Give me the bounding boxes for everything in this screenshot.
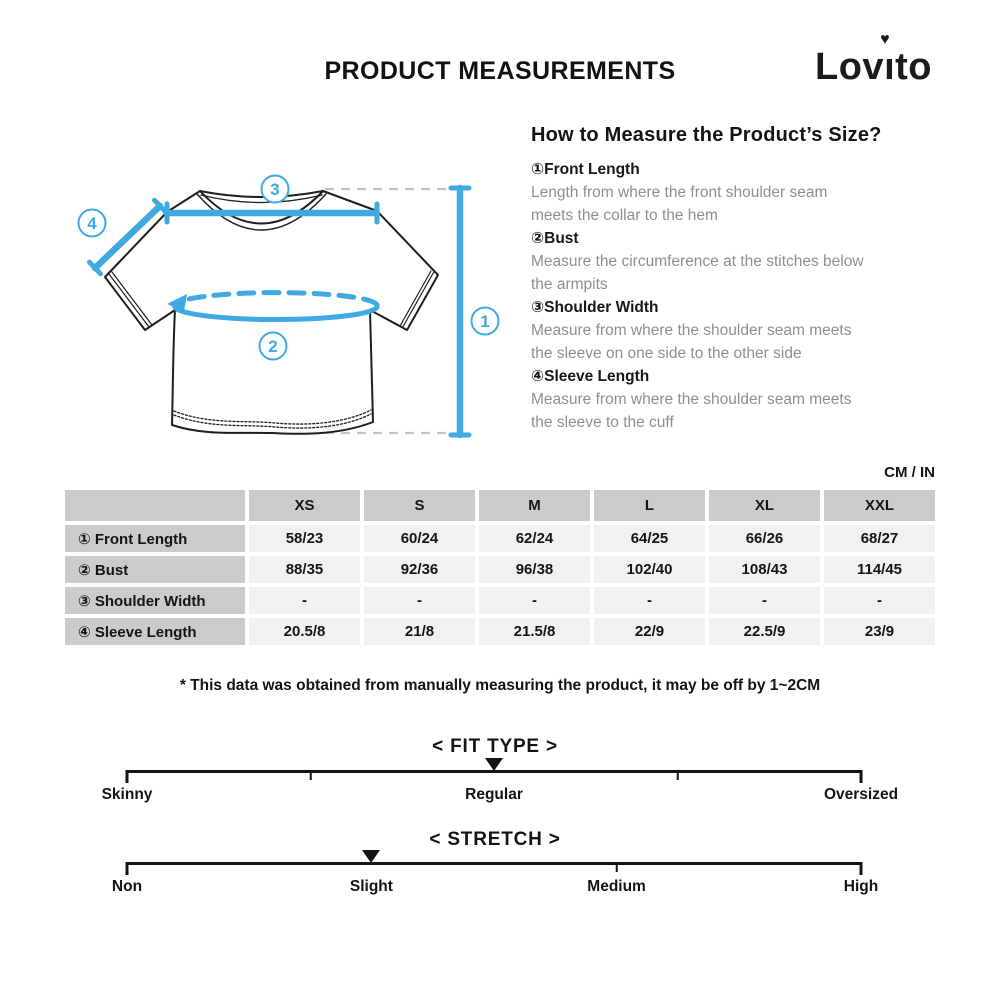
scale-tick [126,862,129,875]
table-col-header: XS [249,490,360,521]
guide-item-text: Measure the circumference at the stitches below [531,253,864,270]
table-value: 22/9 [594,618,705,645]
guide-item-text: Measure from where the shoulder seam meets [531,391,852,408]
measure-guide [531,124,951,434]
table-row-label: ③ Shoulder Width [65,587,245,614]
brand-logo [815,31,932,89]
guide-item-label: ④Sleeve Length [531,368,650,385]
brand-logo-i-char: ı [884,46,896,88]
table-value: 102/40 [594,556,705,583]
badge-bust: 2 [268,337,278,356]
table-value: 23/9 [824,618,935,645]
guide-item-bust [531,227,951,296]
guide-heading: How to Measure the Product’s Size? [531,124,882,146]
table-value: - [479,587,590,614]
guide-item-text: the sleeve to the cuff [531,414,674,431]
fit-type-title: < FIT TYPE > [432,736,558,757]
brand-logo-post: to [895,46,932,88]
stretch-scale [111,862,879,895]
stretch-marker [362,850,380,863]
table-value: - [824,587,935,614]
badge-front-length: 1 [480,312,490,331]
stretch-label-high: High [843,878,879,895]
table-value: 66/26 [709,525,820,552]
page-title: PRODUCT MEASUREMENTS [324,57,676,85]
scale-tick [860,862,863,875]
table-value: - [594,587,705,614]
stretch-label-slight: Slight [349,878,393,895]
table-value: 21.5/8 [479,618,590,645]
table-corner-cell [65,490,245,521]
tshirt-measurement-diagram [55,135,525,465]
table-value: 20.5/8 [249,618,360,645]
table-row-label: ① Front Length [65,525,245,552]
heart-icon: ♥ [880,31,891,48]
badge-sleeve-length: 4 [87,214,97,233]
fit-type-marker [485,758,503,771]
guide-item-label: ①Front Length [531,161,640,178]
guide-item-text: Length from where the front shoulder seam [531,184,828,201]
stretch-title: < STRETCH > [429,829,561,850]
guide-item-shoulder-width [531,296,951,365]
table-value: 108/43 [709,556,820,583]
table-col-header: M [479,490,590,521]
guide-item-text: Measure from where the shoulder seam meets [531,322,852,339]
fit-label-regular: Regular [465,786,523,803]
fit-type-scale [101,770,899,803]
scale-tick [676,770,679,780]
table-value: 92/36 [364,556,475,583]
brand-logo-pre: Lov [815,46,885,88]
stretch-label-non: Non [111,878,143,895]
scale-tick [860,770,863,783]
table-col-header: L [594,490,705,521]
table-value: 68/27 [824,525,935,552]
guide-item-label: ②Bust [531,230,579,247]
fit-label-skinny: Skinny [101,786,153,803]
guide-item-text: the armpits [531,276,608,293]
guide-item-label: ③Shoulder Width [531,299,659,316]
table-row-label: ② Bust [65,556,245,583]
guide-item-text: meets the collar to the hem [531,207,718,224]
stretch-label-medium: Medium [587,878,646,895]
table-value: 21/8 [364,618,475,645]
guide-item-sleeve-length [531,365,951,434]
table-value: 22.5/9 [709,618,820,645]
badge-shoulder-width: 3 [270,180,280,199]
fit-label-oversized: Oversized [823,786,899,803]
table-col-header: XL [709,490,820,521]
table-value: 60/24 [364,525,475,552]
table-row-label: ④ Sleeve Length [65,618,245,645]
table-col-header: XXL [824,490,935,521]
scale-tick [615,862,618,872]
scale-tick [309,770,312,780]
guide-item-front-length [531,158,951,227]
table-value: - [249,587,360,614]
table-value: 58/23 [249,525,360,552]
scale-tick [126,770,129,783]
brand-logo-i [880,31,896,89]
table-value: 88/35 [249,556,360,583]
table-value: 64/25 [594,525,705,552]
units-label: CM / IN [884,464,935,481]
tshirt-outline [105,191,438,434]
table-value: 114/45 [824,556,935,583]
table-value: - [364,587,475,614]
size-table [65,490,935,645]
disclaimer-note: * This data was obtained from manually measuring the product, it may be off by 1~2CM [179,677,821,694]
guide-item-text: the sleeve on one side to the other side [531,345,802,362]
table-value: 96/38 [479,556,590,583]
table-value: 62/24 [479,525,590,552]
table-value: - [709,587,820,614]
table-col-header: S [364,490,475,521]
